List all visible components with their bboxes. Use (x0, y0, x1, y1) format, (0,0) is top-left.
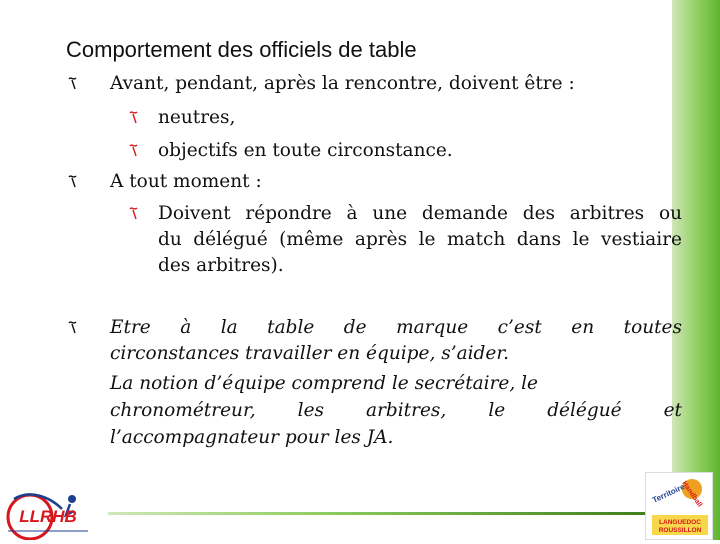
bullet-icon (68, 174, 80, 188)
bullet-icon (68, 76, 80, 90)
bullet-3-line-1: Etre à la table de marque c’est en toutes (110, 317, 682, 338)
bullet-icon (129, 206, 141, 220)
bullet-2-line-1: A tout moment : (110, 171, 262, 192)
bullet-icon (129, 110, 141, 124)
llrhb-logo (0, 489, 96, 540)
bullet-3-line-5: l’accompagnateur pour les JA. (110, 427, 394, 448)
logo-text-roussillon: ROUSSILLON (658, 527, 702, 534)
logo-text-territoire: Territoire (651, 482, 687, 505)
bullet-2-sub-line-3: des arbitres). (158, 255, 284, 276)
bullet-2-sub-line-1: Doivent répondre à une demande des arbitres ou (158, 203, 682, 224)
bullet-icon (68, 320, 80, 334)
bullet-1-sub-2: objectifs en toute circonstance. (158, 140, 453, 161)
bullet-3-line-4: chronométreur, les arbitres, le délégué et (110, 400, 682, 421)
logo-text-handball: Handball (680, 480, 704, 509)
territoire-handball-logo (645, 472, 713, 540)
bullet-icon (129, 143, 141, 157)
logo-text-languedoc: LANGUEDOC (659, 519, 701, 526)
footer-divider (108, 512, 648, 515)
bullet-1-line-1: Avant, pendant, après la rencontre, doivent être : (110, 73, 575, 94)
bullet-3-line-3: La notion d’équipe comprend le secrétaire, le (110, 373, 539, 394)
bullet-3-line-2: circonstances travailler en équipe, s’aider. (110, 343, 510, 364)
bullet-2-sub-line-2: du délégué (même après le match dans le vestiaire (158, 229, 682, 250)
llrhb-logo-text: LLRHB (19, 507, 77, 526)
bullet-1-sub-1: neutres, (158, 107, 236, 128)
slide-title: Comportement des officiels de table (66, 37, 417, 62)
